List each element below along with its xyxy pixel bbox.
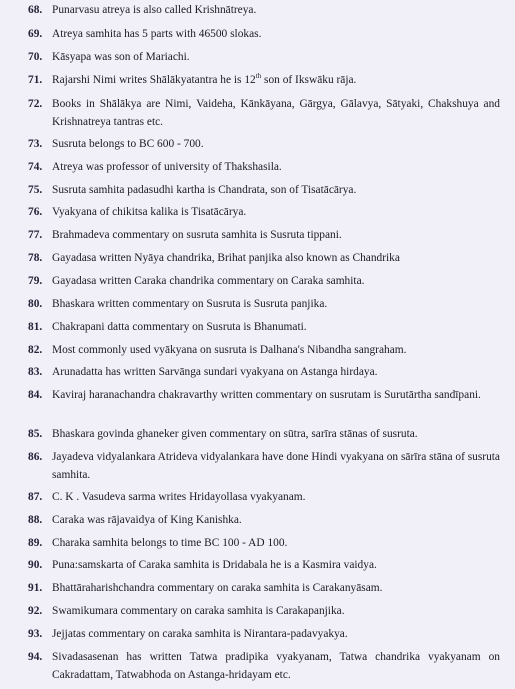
list-item-81 xyxy=(28,319,500,337)
item-number: 79. xyxy=(28,275,43,287)
list-item-79 xyxy=(28,273,500,291)
list-item-76 xyxy=(28,204,500,222)
list-item-71 xyxy=(28,72,500,90)
item-text: Bhaskara written commentary on Susruta is Susruta panjika. xyxy=(52,298,328,310)
item-number: 87. xyxy=(28,491,43,503)
item-number: 84. xyxy=(28,389,43,401)
item-text: Vyakyana of chikitsa kalika is Tisatācārya. xyxy=(52,206,247,218)
item-text: Bhattāraharishchandra commentary on caraka samhita is Carakanyāsam. xyxy=(52,582,383,594)
item-number: 82. xyxy=(28,344,43,356)
item-text: Susruta samhita padasudhi kartha is Chandrata, son of Tisatācārya. xyxy=(52,184,357,196)
item-number: 78. xyxy=(28,252,43,264)
list-item-73 xyxy=(28,136,500,154)
item-text: Swamikumara commentary on caraka samhita is Carakapanjika. xyxy=(52,605,345,617)
item-number: 76. xyxy=(28,206,43,218)
list-item-88 xyxy=(28,512,500,530)
item-text: Bhaskara govinda ghaneker given commentary on sūtra, sarīra stānas of susruta. xyxy=(52,428,418,440)
item-number: 93. xyxy=(28,628,43,640)
list-item-86 xyxy=(28,449,500,484)
item-number: 86. xyxy=(28,451,43,463)
item-number: 71. xyxy=(28,74,43,86)
item-text: Punarvasu atreya is also called Krishnātreya. xyxy=(52,4,257,16)
list-item-69 xyxy=(28,26,500,44)
item-text: Most commonly used vyākyana on susruta is Dalhana's Nibandha sangraham. xyxy=(52,344,407,356)
list-item-90 xyxy=(28,557,500,575)
item-number: 90. xyxy=(28,559,43,571)
item-text: Atreya samhita has 5 parts with 46500 slokas. xyxy=(52,28,262,40)
list-item-85 xyxy=(28,426,500,444)
item-text: Jejjatas commentary on caraka samhita is Nirantara-padavyakya. xyxy=(52,628,348,640)
item-text: Chakrapani datta commentary on Susruta is Bhanumati. xyxy=(52,321,307,333)
item-text: Gayadasa written Nyāya chandrika, Brihat panjika also known as Chandrika xyxy=(52,252,400,264)
list-item-89 xyxy=(28,535,500,553)
item-text: C. K . Vasudeva sarma writes Hridayollasa vyakyanam. xyxy=(52,491,306,503)
item-number: 74. xyxy=(28,161,43,173)
list-item-92 xyxy=(28,603,500,621)
item-number: 69. xyxy=(28,28,43,40)
list-item-93 xyxy=(28,626,500,644)
list-item-82 xyxy=(28,342,500,360)
item-text: Charaka samhita belongs to time BC 100 - AD 100. xyxy=(52,537,288,549)
list-item-74 xyxy=(28,159,500,177)
item-text: Susruta belongs to BC 600 - 700. xyxy=(52,138,204,150)
list-item-78 xyxy=(28,250,500,268)
item-number: 94. xyxy=(28,651,43,663)
list-item-84 xyxy=(28,387,500,405)
item-text: Atreya was professor of university of Thakshasila. xyxy=(52,161,282,173)
item-number: 72. xyxy=(28,98,43,110)
list-item-72 xyxy=(28,96,500,131)
item-text: Caraka was rājavaidya of King Kanishka. xyxy=(52,514,242,526)
item-text: Books in Shālākya are Nimi, Vaideha, Kānkāyana, Gārgya, Gālavya, Sātyaki, Chakshuya and Krishnatreya tantras etc. xyxy=(52,98,500,128)
list-item-91 xyxy=(28,580,500,598)
item-text: Jayadeva vidyalankara Atrideva vidyalankara have done Hindi vyakyana on sārīra stāna of susruta samhita. xyxy=(52,451,500,481)
list-item-87 xyxy=(28,489,500,507)
item-text: Gayadasa written Caraka chandrika commentary on Caraka samhita. xyxy=(52,275,365,287)
item-number: 83. xyxy=(28,366,43,378)
item-number: 85. xyxy=(28,428,43,440)
item-text-start: Rajarshi Nimi writes Shālākyatantra he is 12 xyxy=(52,74,256,86)
item-number: 77. xyxy=(28,229,43,241)
list-item-80 xyxy=(28,296,500,314)
item-text: Brahmadeva commentary on susruta samhita is Susruta tippani. xyxy=(52,229,342,241)
item-number: 88. xyxy=(28,514,43,526)
item-number: 75. xyxy=(28,184,43,196)
item-text xyxy=(52,72,500,90)
list-item-70 xyxy=(28,49,500,67)
item-number: 89. xyxy=(28,537,43,549)
item-text: Kaviraj haranachandra chakravarthy written commentary on susrutam is Surutārtha sandīpani. xyxy=(52,389,481,401)
list-item-83 xyxy=(28,364,500,382)
list-item-94 xyxy=(28,649,500,684)
list-item-68 xyxy=(28,2,500,20)
list-item-77 xyxy=(28,227,500,245)
item-number: 68. xyxy=(28,4,43,16)
item-text: Arunadatta has written Sarvānga sundari vyakyana on Astanga hirdaya. xyxy=(52,366,378,378)
item-number: 92. xyxy=(28,605,43,617)
ordinal-superscript: th xyxy=(255,72,262,81)
item-text: Puna:samskarta of Caraka samhita is Dridabala he is a Kasmira vaidya. xyxy=(52,559,377,571)
item-number: 91. xyxy=(28,582,43,594)
item-number: 73. xyxy=(28,138,43,150)
item-number: 70. xyxy=(28,51,43,63)
item-text: Kāsyapa was son of Mariachi. xyxy=(52,51,190,63)
item-text: Sivadasasenan has written Tatwa pradipika vyakyanam, Tatwa chandrika vyakyanam on Cakradattam, Tatwabhoda on Astanga-hridayam etc. xyxy=(52,651,500,681)
item-text-end: son of Ikswāku rāja. xyxy=(261,74,357,86)
item-number: 80. xyxy=(28,298,43,310)
list-item-75 xyxy=(28,182,500,200)
item-number: 81. xyxy=(28,321,43,333)
